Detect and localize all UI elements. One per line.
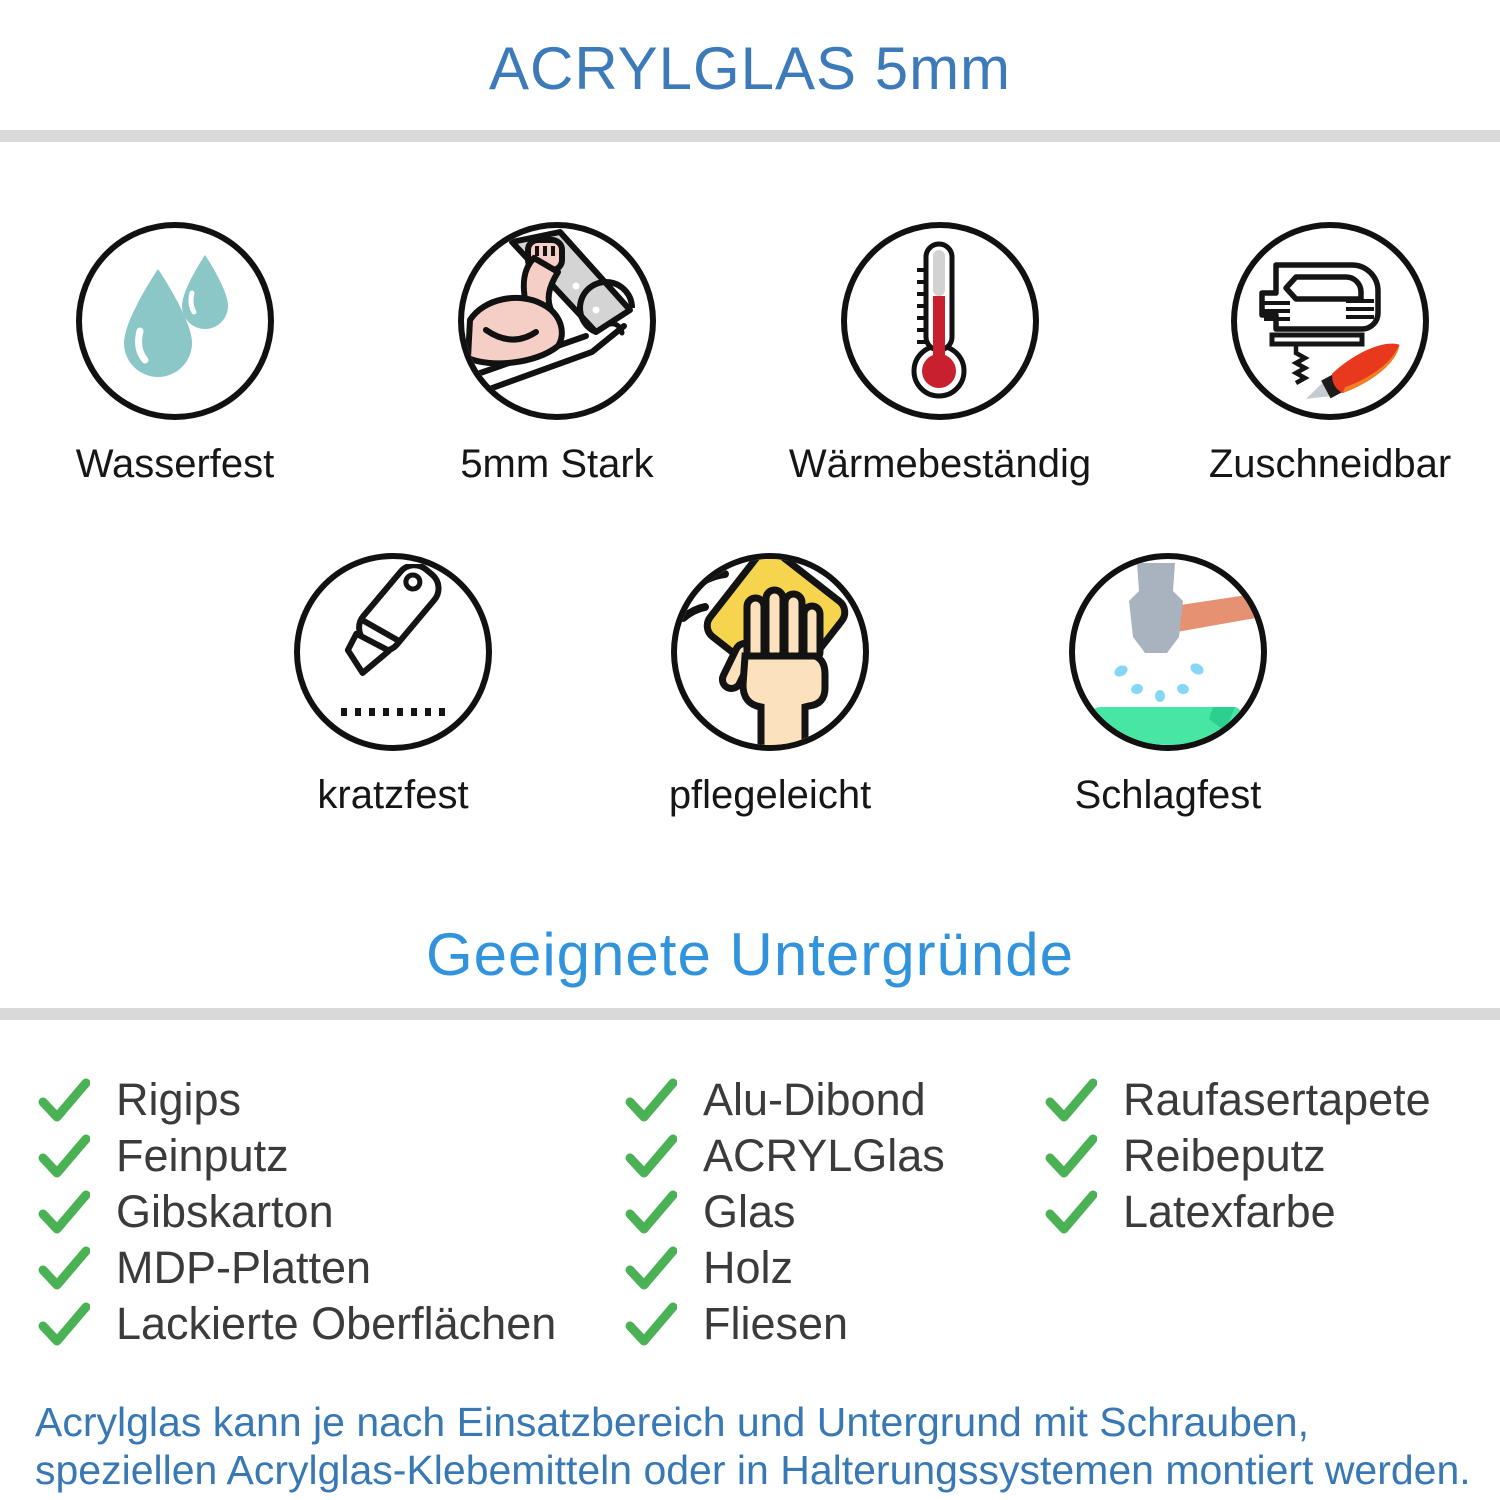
- surface-label: Rigips: [116, 1074, 242, 1125]
- surface-label: MDP-Platten: [116, 1242, 372, 1293]
- feature-icon-circle: [76, 222, 274, 420]
- list-item: [625, 1184, 945, 1240]
- list-item: [1045, 1128, 1431, 1184]
- surface-label: Glas: [703, 1186, 796, 1237]
- list-item: [625, 1128, 945, 1184]
- check-icon: [625, 1189, 677, 1235]
- surface-label: Latexfarbe: [1123, 1186, 1336, 1237]
- feature-label: Wärmebeständig: [788, 442, 1092, 486]
- list-item: [1045, 1184, 1431, 1240]
- feature-wasserfest: [10, 222, 340, 487]
- check-icon: [38, 1245, 90, 1291]
- surface-label: Feinputz: [116, 1130, 289, 1181]
- list-item: [625, 1296, 945, 1352]
- surface-column-3: [1045, 1072, 1431, 1240]
- divider-bar-top: [0, 130, 1500, 142]
- feature-icon-circle: [294, 553, 492, 751]
- divider-bar-middle: [0, 1008, 1500, 1020]
- mounting-note: [35, 1398, 1485, 1494]
- feature-icon-circle: [458, 222, 656, 420]
- check-icon: [625, 1077, 677, 1123]
- list-item: [38, 1072, 556, 1128]
- check-icon: [38, 1077, 90, 1123]
- check-icon: [38, 1189, 90, 1235]
- thermometer-icon: [895, 240, 985, 402]
- feature-icon-circle: [671, 553, 869, 751]
- surface-label: Gibskarton: [116, 1186, 334, 1237]
- page-title: ACRYLGLAS 5mm: [488, 35, 1012, 102]
- feature-icon-circle: [1069, 553, 1267, 751]
- check-icon: [625, 1245, 677, 1291]
- check-icon: [38, 1301, 90, 1347]
- feature-label: Zuschneidbar: [1208, 442, 1452, 486]
- surface-label: Alu-Dibond: [703, 1074, 926, 1125]
- surface-label: ACRYLGlas: [703, 1130, 945, 1181]
- section-heading-untergruende: Geeignete Untergründe: [425, 921, 1075, 988]
- list-item: [38, 1296, 556, 1352]
- feature-zuschneidbar: [1165, 222, 1495, 487]
- surface-label: Lackierte Oberflächen: [116, 1298, 557, 1349]
- surface-column-2: [625, 1072, 945, 1352]
- surface-label: Reibeputz: [1123, 1130, 1326, 1181]
- surface-label: Raufasertapete: [1123, 1074, 1431, 1125]
- surface-label: Fliesen: [703, 1298, 849, 1349]
- feature-icon-circle: [1231, 222, 1429, 420]
- feature-label: 5mm Stark: [460, 442, 654, 486]
- check-icon: [1045, 1077, 1097, 1123]
- check-icon: [1045, 1133, 1097, 1179]
- check-icon: [38, 1133, 90, 1179]
- feature-kratzfest: [228, 553, 558, 818]
- check-icon: [1045, 1189, 1097, 1235]
- water-drops-icon: [110, 251, 240, 391]
- feature-schlagfest: [1003, 553, 1333, 818]
- feature-label: Wasserfest: [75, 442, 275, 486]
- check-icon: [625, 1301, 677, 1347]
- list-item: [38, 1240, 556, 1296]
- boxcutter-icon: [305, 564, 481, 740]
- list-item: [625, 1240, 945, 1296]
- list-item: [625, 1072, 945, 1128]
- feature-waermebestaendig: [775, 222, 1105, 487]
- list-item: [1045, 1072, 1431, 1128]
- feature-label: pflegeleicht: [668, 773, 872, 817]
- mounting-note-line2: speziellen Acrylglas-Klebemitteln oder in Halterungssystemen montiert werden.: [35, 1447, 1471, 1493]
- surface-label: Holz: [703, 1242, 794, 1293]
- flexed-arm-roll-icon: [464, 228, 650, 414]
- feature-icon-circle: [841, 222, 1039, 420]
- wiping-hand-icon: [677, 556, 863, 748]
- jigsaw-knife-icon: [1244, 235, 1416, 407]
- feature-pflegeleicht: [605, 553, 935, 818]
- mounting-note-line1: Acrylglas kann je nach Einsatzbereich und Untergrund mit Schrauben,: [35, 1399, 1309, 1445]
- hammer-impact-icon: [1075, 559, 1261, 745]
- feature-label: Schlagfest: [1074, 773, 1262, 817]
- check-icon: [625, 1133, 677, 1179]
- surface-column-1: [38, 1072, 556, 1352]
- feature-label: kratzfest: [317, 773, 469, 817]
- list-item: [38, 1128, 556, 1184]
- list-item: [38, 1184, 556, 1240]
- feature-5mm-stark: [392, 222, 722, 487]
